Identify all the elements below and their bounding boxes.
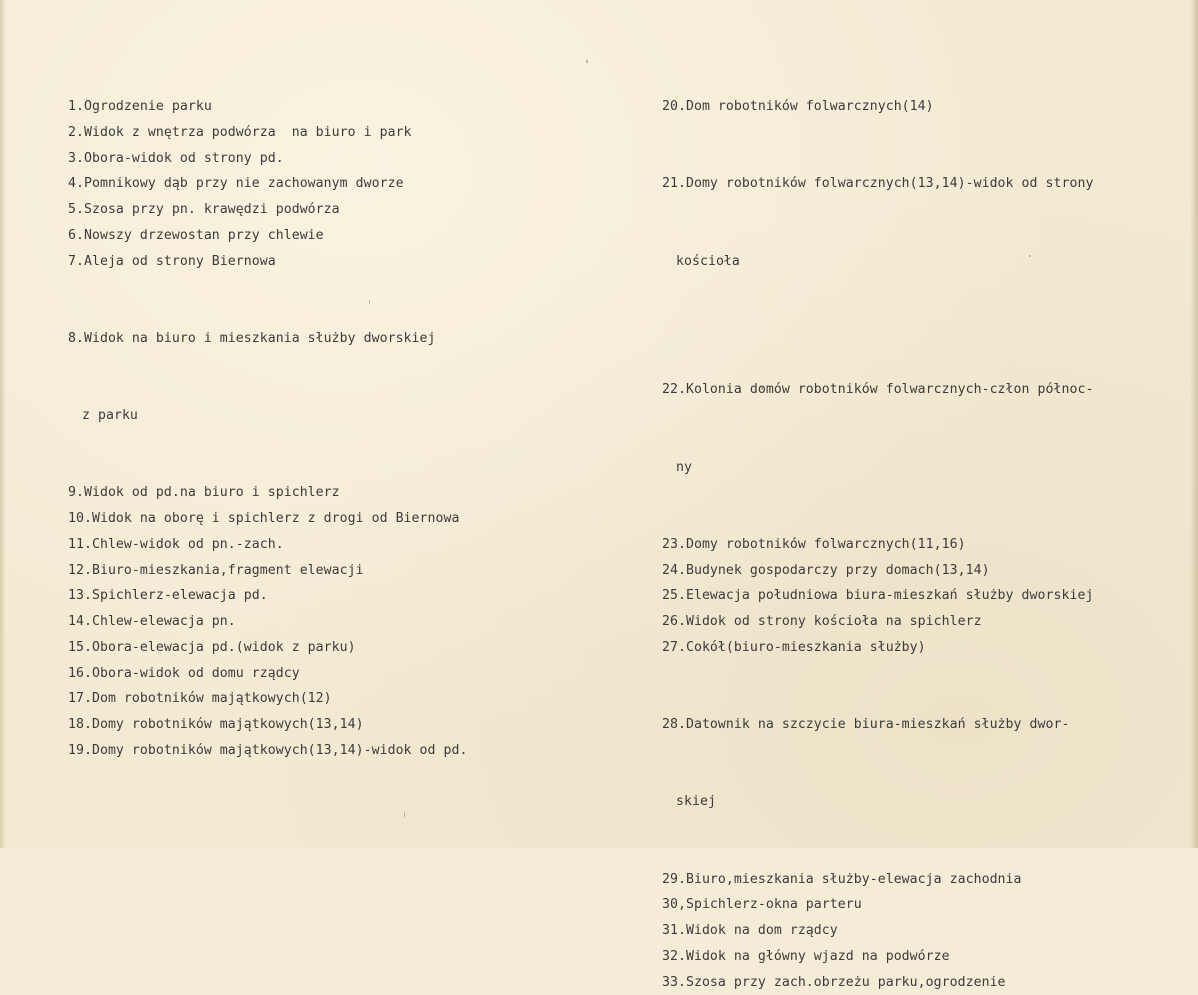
list-item-text: 32.Widok na główny wjazd na podwórze <box>662 944 1162 970</box>
list-item-text: 7.Aleja od strony Biernowa <box>68 249 538 275</box>
list-item <box>68 609 538 635</box>
list-item-text: 13.Spichlerz-elewacja pd. <box>68 583 538 609</box>
list-item-text: 11.Chlew-widok od pn.-zach. <box>68 532 538 558</box>
list-item <box>68 506 538 532</box>
list-item <box>68 197 538 223</box>
list-item <box>662 867 1162 893</box>
list-item <box>662 661 1162 867</box>
list-item-text: 21.Domy robotników folwarcznych(13,14)-widok od strony <box>662 171 1162 197</box>
list-item-continuation: z parku <box>68 403 538 429</box>
photo-list-left-column <box>68 94 538 764</box>
list-item <box>68 94 538 120</box>
list-item <box>68 223 538 249</box>
list-item <box>68 171 538 197</box>
list-item-text: 31.Widok na dom rządcy <box>662 918 1162 944</box>
list-item-text: 9.Widok od pd.na biuro i spichlerz <box>68 480 538 506</box>
list-item-text: 27.Cokół(biuro-mieszkania służby) <box>662 635 1162 661</box>
list-item-text: 28.Datownik na szczycie biura-mieszkań służby dwor- <box>662 712 1162 738</box>
list-item-text: 16.Obora-widok od domu rządcy <box>68 661 538 687</box>
list-item-text: 24.Budynek gospodarczy przy domach(13,14) <box>662 558 1162 584</box>
list-item <box>662 918 1162 944</box>
list-item-text: 2.Widok z wnętrza podwórza na biuro i park <box>68 120 538 146</box>
list-item <box>662 970 1162 995</box>
list-item-text: 17.Dom robotników majątkowych(12) <box>68 686 538 712</box>
list-item <box>662 120 1162 326</box>
photo-list-right-column <box>662 94 1162 995</box>
list-item-continuation: skiej <box>662 789 1162 815</box>
list-item <box>68 146 538 172</box>
list-item-text: 10.Widok na oborę i spichlerz z drogi od Biernowa <box>68 506 538 532</box>
list-item <box>68 686 538 712</box>
list-item <box>68 712 538 738</box>
list-item <box>662 944 1162 970</box>
list-item <box>662 635 1162 661</box>
list-item-text: 26.Widok od strony kościoła na spichlerz <box>662 609 1162 635</box>
paper-speck <box>586 60 588 63</box>
list-item-text: 12.Biuro-mieszkania,fragment elewacji <box>68 558 538 584</box>
list-item-text: 1.Ogrodzenie parku <box>68 94 538 120</box>
list-item <box>68 480 538 506</box>
list-item <box>68 249 538 275</box>
paper-speck <box>404 812 405 818</box>
list-item <box>68 738 538 764</box>
list-item-text: 22.Kolonia domów robotników folwarcznych-człon północ- <box>662 377 1162 403</box>
list-item <box>662 609 1162 635</box>
list-item <box>68 661 538 687</box>
list-item-text: 15.Obora-elewacja pd.(widok z parku) <box>68 635 538 661</box>
list-item-text: 20.Dom robotników folwarcznych(14) <box>662 94 1162 120</box>
list-item-continuation: kościoła <box>662 249 1162 275</box>
list-item-text: 30,Spichlerz-okna parteru <box>662 892 1162 918</box>
list-item-text: 8.Widok na biuro i mieszkania służby dworskiej <box>68 326 538 352</box>
list-item <box>662 892 1162 918</box>
list-item-text: 4.Pomnikowy dąb przy nie zachowanym dworze <box>68 171 538 197</box>
list-item <box>68 532 538 558</box>
list-item-text: 5.Szosa przy pn. krawędzi podwórza <box>68 197 538 223</box>
list-item <box>68 558 538 584</box>
list-item <box>68 120 538 146</box>
list-item-text: 25.Elewacja południowa biura-mieszkań służby dworskiej <box>662 583 1162 609</box>
list-item <box>662 94 1162 120</box>
list-item <box>662 532 1162 558</box>
list-item-text: 29.Biuro,mieszkania służby-elewacja zachodnia <box>662 867 1162 893</box>
list-item-text: 19.Domy robotników majątkowych(13,14)-widok od pd. <box>68 738 538 764</box>
list-item-text: 18.Domy robotników majątkowych(13,14) <box>68 712 538 738</box>
list-item-text: 6.Nowszy drzewostan przy chlewie <box>68 223 538 249</box>
list-item <box>662 558 1162 584</box>
list-item-text: 3.Obora-widok od strony pd. <box>68 146 538 172</box>
list-item-text: 14.Chlew-elewacja pn. <box>68 609 538 635</box>
sheet-left-edge <box>0 0 6 848</box>
list-item <box>662 326 1162 532</box>
list-item <box>68 583 538 609</box>
list-item <box>68 274 538 480</box>
list-item-text: 23.Domy robotników folwarcznych(11,16) <box>662 532 1162 558</box>
sheet-right-edge <box>1190 0 1198 848</box>
list-item <box>68 635 538 661</box>
list-item <box>662 583 1162 609</box>
list-item-continuation: ny <box>662 455 1162 481</box>
list-item-text: 33.Szosa przy zach.obrzeżu parku,ogrodzenie <box>662 970 1162 995</box>
